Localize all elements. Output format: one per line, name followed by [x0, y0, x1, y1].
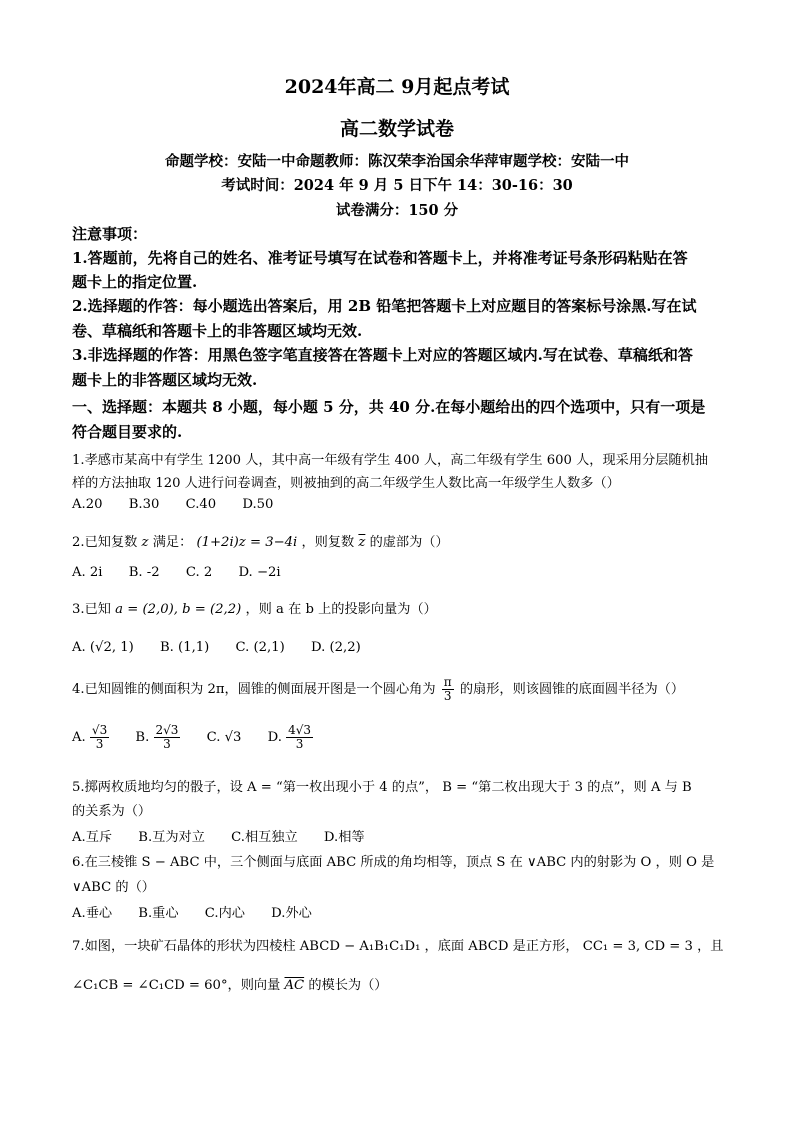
exam-authors: 命题学校：安陆一中命题教师：陈汉荣李治国余华萍审题学校：安陆一中 [165, 153, 629, 170]
option: A. $\frac{√3}{3}$ [72, 723, 108, 751]
question-3: 3.已知 a = (2,0), b = (2,2) ，则 a 在 b 上的投影向量为（） [72, 602, 437, 617]
question-1-line-2: 样的方法抽取 120 人进行问卷调查，则被抽到的高二年级学生人数比高一年级学生人数多（） [72, 476, 620, 491]
option: D.相等 [323, 830, 365, 845]
equation: a = (2,0), b = (2,2) [115, 602, 242, 617]
question-6-options [72, 902, 722, 921]
question-4: 4.已知圆锥的侧面积为 2π，圆锥的侧面展开图是一个圆心角为 $\frac{\pi}{3}$ 的扇形，则该圆锥的底面圆半径为（） [72, 675, 685, 703]
note-2-line-1: 2.选择题的作答：每小题选出答案后，用 2B 铅笔把答题卡上对应题目的答案标号涂黑.写在试 [72, 297, 697, 315]
option: B.互为对立 [138, 830, 205, 845]
section-1-line-2: 符合题目要求的. [72, 423, 183, 441]
question-7-line-1: 7.如图，一块矿石晶体的形状为四棱柱 ABCD − A₁B₁C₁D₁ ，底面 ABCD 是正方形， CC₁ = 3, CD = 3 ，且 [72, 939, 724, 954]
equation: (1+2i)z = 3−4i [196, 535, 298, 550]
option: A.垂心 [72, 906, 113, 921]
note-1-line-2: 题卡上的指定位置. [72, 273, 198, 291]
option: D.50 [242, 497, 274, 512]
exam-full-score: 试卷满分：150 分 [335, 202, 459, 219]
option: C.40 [185, 497, 217, 512]
option: A. 2i [72, 565, 103, 580]
note-3-line-1: 3.非选择题的作答：用黑色签字笔直接答在答题卡上对应的答题区域内.写在试卷、草稿纸和答 [72, 346, 693, 364]
note-1-line-1: 1.答题前，先将自己的姓名、准考证号填写在试卷和答题卡上，并将准考证号条形码粘贴在答 [72, 249, 688, 267]
notes-heading: 注意事项： [72, 225, 148, 243]
option: D.外心 [271, 906, 312, 921]
fraction: $\frac{\pi}{3}$ [443, 675, 452, 703]
option: B. -2 [128, 565, 160, 580]
var-z: z [141, 535, 149, 550]
option: B.30 [128, 497, 160, 512]
option: C. 2 [185, 565, 213, 580]
option: C. (2,1) [235, 640, 285, 655]
option: B. (1,1) [159, 640, 210, 655]
question-3-options [72, 640, 722, 655]
note-2-line-2: 卷、草稿纸和答题卡上的非答题区域均无效. [72, 322, 363, 340]
question-2: 2.已知复数 z 满足： (1+2i)z = 3−4i ，则复数 $\overline{z}$ 的虚部为（） [72, 535, 449, 550]
option: A.互斥 [72, 830, 113, 845]
question-5-line-1: 5.掷两枚质地均匀的骰子，设 A = “第一枚出现小于 4 的点”， B = “第二枚出现大于 3 的点”，则 A 与 B [72, 780, 692, 795]
option: D. −2i [238, 565, 281, 580]
vector-ac: $\overline{AC}$ [284, 978, 305, 993]
question-7-line-2: ∠C₁CB = ∠C₁CD = 60°，则向量 $\overline{AC}$ 的模长为（） [72, 978, 388, 993]
question-1-options [72, 497, 722, 512]
question-6-line-2: ∨ABC 的（） [72, 880, 155, 895]
question-6-line-1: 6.在三棱锥 S − ABC 中，三个侧面与底面 ABC 所成的角均相等，顶点 S 在 ∨ABC 内的射影为 O ，则 O 是 [72, 855, 715, 870]
option: A. (√2, 1) [72, 640, 134, 655]
option: B. $\frac{2√3}{3}$ [135, 723, 179, 751]
option: C.相互独立 [231, 830, 298, 845]
var-z-bar: $\overline{z}$ [358, 535, 366, 550]
exam-subtitle: 高二数学试卷 [339, 118, 454, 140]
note-3-line-2: 题卡上的非答题区域均无效. [72, 371, 258, 389]
option: D. $\frac{4√3}{3}$ [267, 723, 312, 751]
section-1-line-1: 一、选择题：本题共 8 小题，每小题 5 分，共 40 分.在每小题给出的四个选项中，只有一项是 [72, 398, 706, 416]
exam-title: 2024年高二 9月起点考试 [284, 76, 510, 98]
option: D. (2,2) [311, 640, 361, 655]
question-1-line-1: 1.孝感市某高中有学生 1200 人，其中高一年级有学生 400 人，高二年级有学生 600 人，现采用分层随机抽 [72, 453, 708, 468]
exam-time: 考试时间：2024 年 9 月 5 日下午 14：30-16：30 [221, 177, 573, 194]
question-2-options [72, 565, 722, 580]
option: C.内心 [204, 906, 245, 921]
option: A.20 [72, 497, 103, 512]
question-4-options [72, 724, 722, 751]
option: B.重心 [138, 906, 179, 921]
question-5-options [72, 826, 722, 845]
question-5-line-2: 的关系为（） [72, 804, 152, 819]
option: C. √3 [206, 730, 242, 745]
